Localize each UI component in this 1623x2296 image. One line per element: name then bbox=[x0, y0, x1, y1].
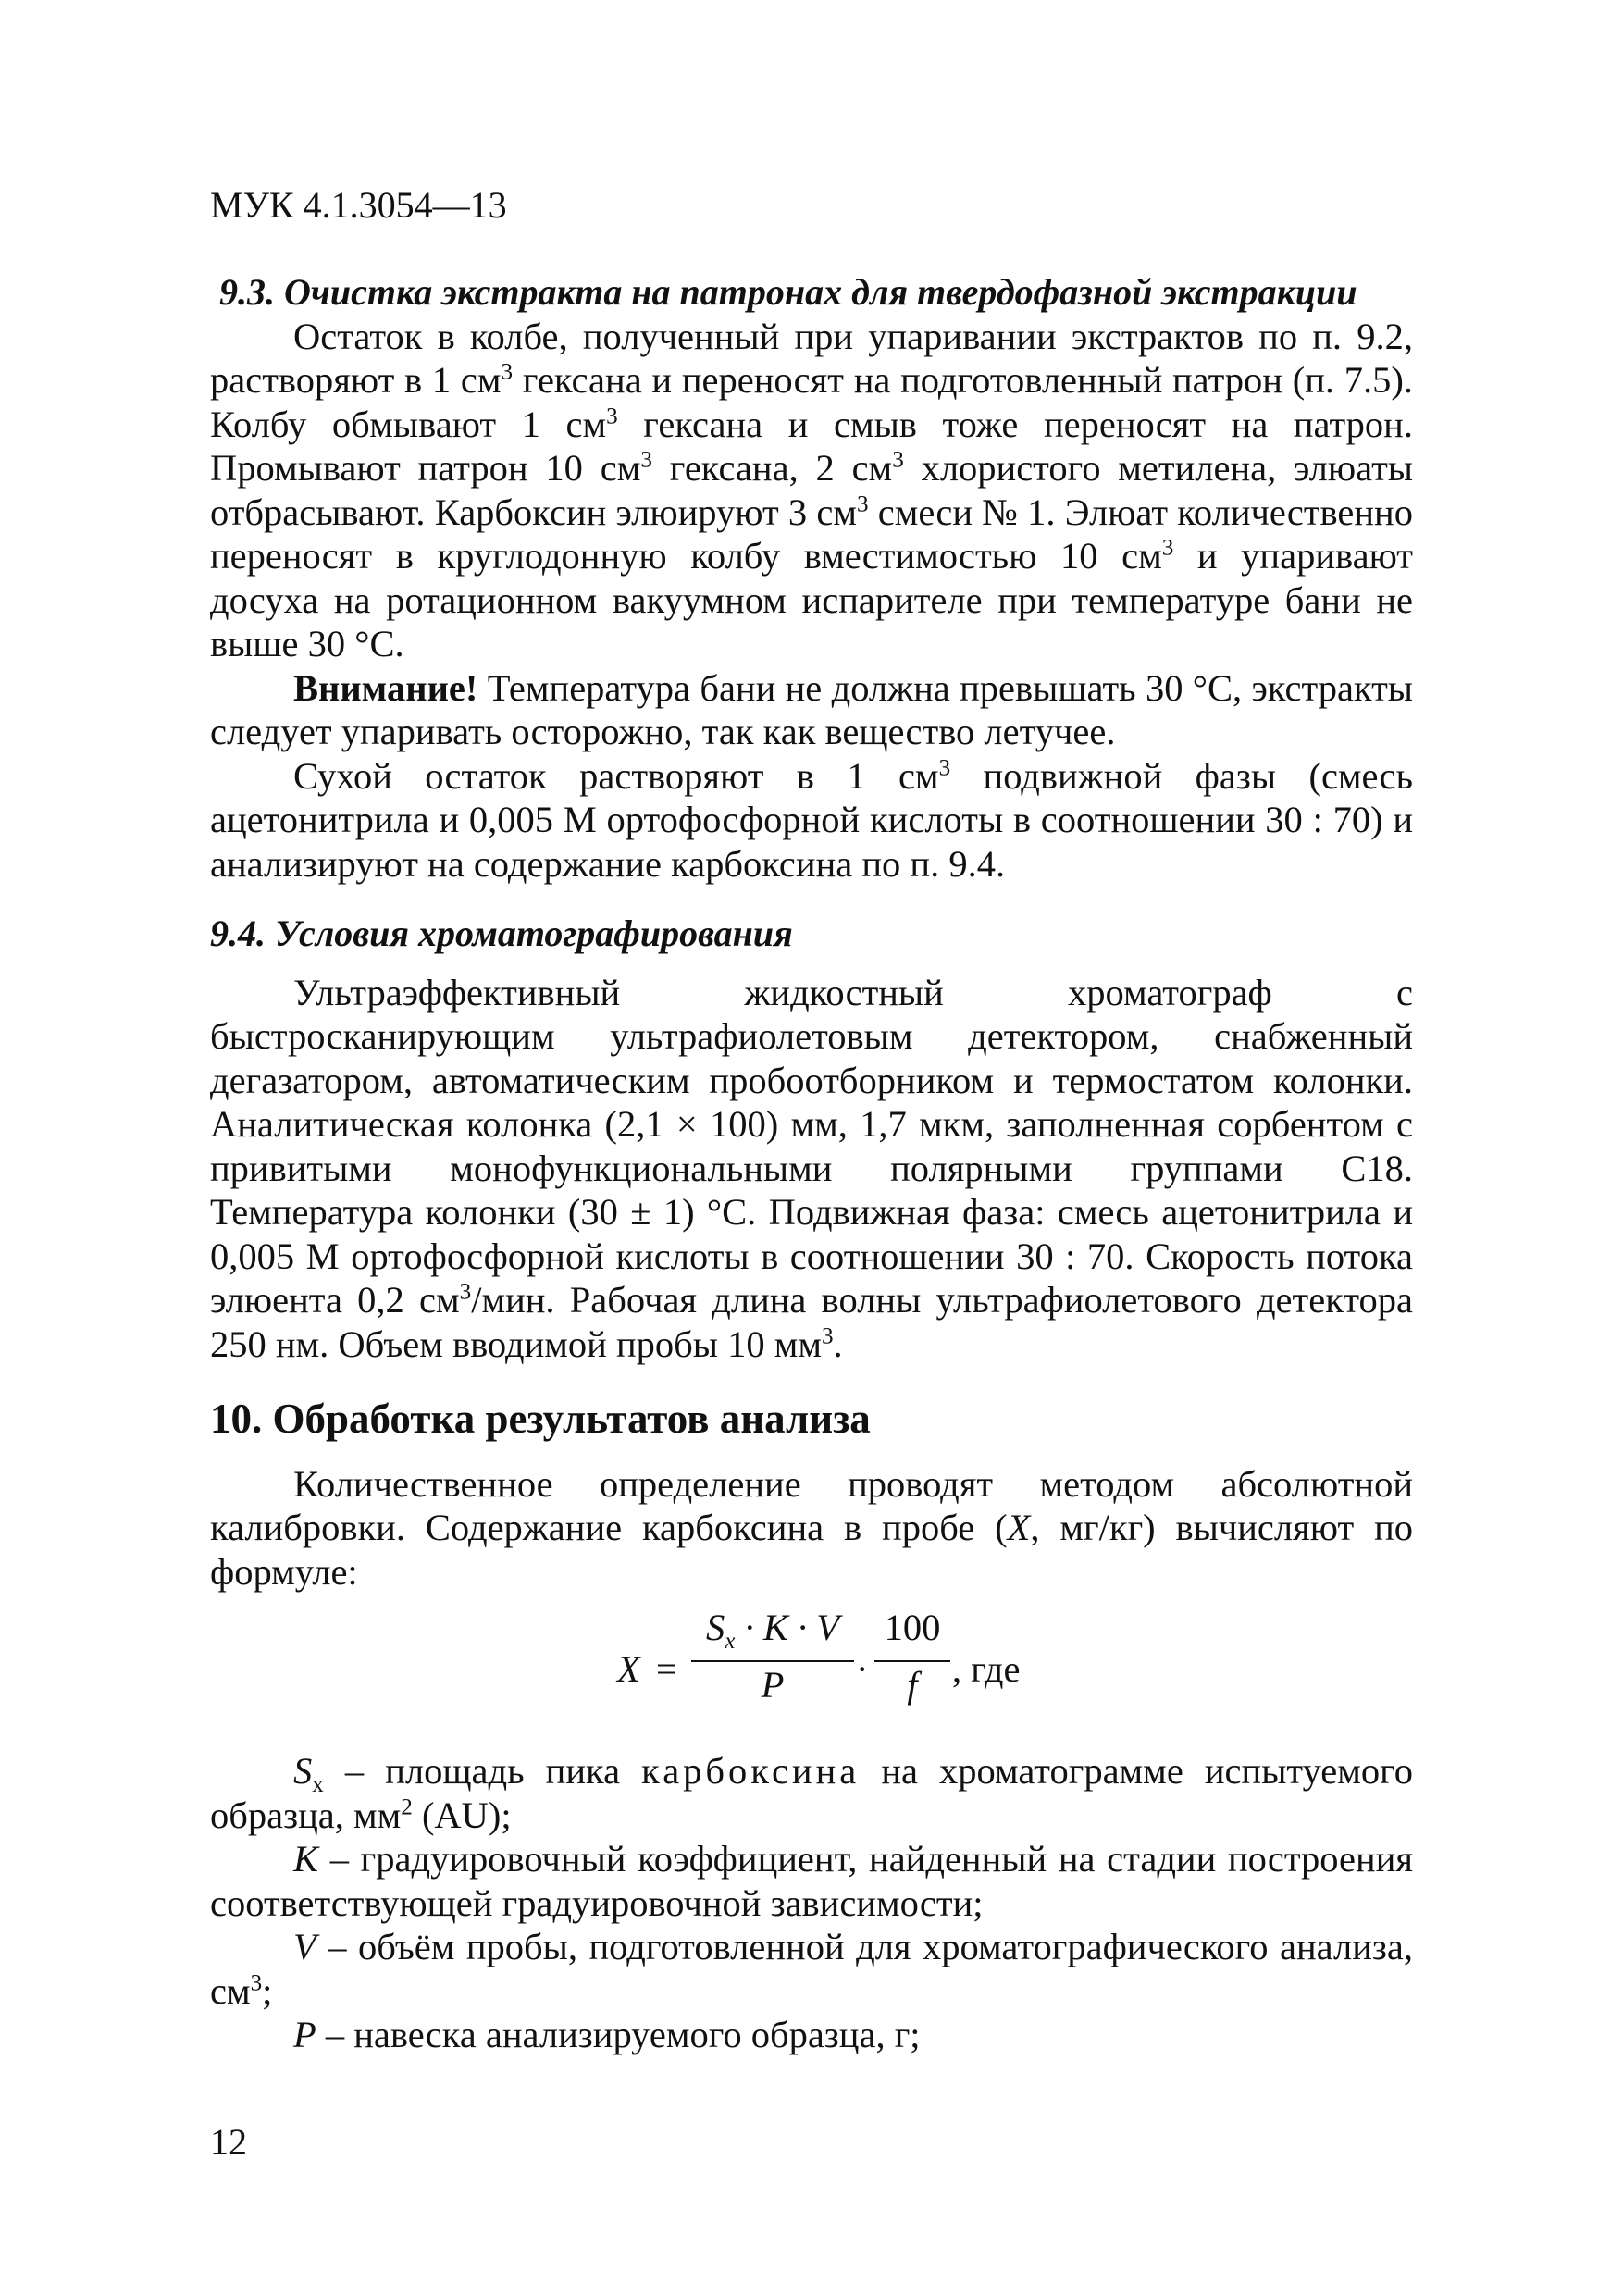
section-9-4-title: 9.4. Условия хроматографирования bbox=[210, 912, 793, 954]
formula-multiply-dot: · bbox=[856, 1648, 869, 1690]
definition-p: P – навеска анализируемого образца, г; bbox=[293, 2014, 921, 2055]
page-content bbox=[210, 270, 1413, 2057]
formula-fraction-main: $S_x \cdot K \cdot V$ P bbox=[691, 1605, 854, 1708]
section-9-3-title: 9.3. Очистка экстракта на патронах для твердофазной экстракции bbox=[219, 271, 1357, 313]
page-number: 12 bbox=[210, 2121, 247, 2163]
definition-v: V – объём пробы, подготовленной для хроматографического анализа, $см^3$; bbox=[210, 1926, 1413, 2012]
formula-lhs: X bbox=[617, 1648, 640, 1690]
section-9-3-warning: Внимание! Температура бани не должна превышать 30 °С, экстракты следует упаривать осторожно, так как вещество летучее. bbox=[210, 666, 1413, 752]
document-header: МУК 4.1.3054—13 bbox=[210, 184, 507, 226]
definition-sx: $S_x$ – площадь пика карбоксина на хроматограмме испытуемого образца, $мм^2$ (AU); bbox=[210, 1750, 1413, 1836]
section-10-title: 10. Обработка результатов анализа bbox=[210, 1396, 871, 1442]
formula-block bbox=[210, 1605, 1413, 1734]
section-9-3-paragraph-3: Сухой остаток растворяют в 1 $см^3$ подвижной фазы (смесь ацетонитрила и 0,005 М ортофосфорной кислоты в соотношении 30 : 70) и анализируют на содержание карбоксина по п. 9.4. bbox=[210, 754, 1413, 885]
section-9-3-paragraph-1: Остаток в колбе, полученный при упаривании экстрактов по п. 9.2, растворяют в 1 $см^3$ гексана и переносят на подготовленный патрон (п. 7.5). Колбу обмывают 1 $см^3$ гексана и смыв тоже переносят на патрон. Промывают патрон 10 $см^3$ гексана, 2 $см^3$ хлористого метилена, элюаты отбрасывают. Карбоксин элюируют 3 $см^3$ смеси № 1. Элюат количественно переносят в круглодонную колбу вместимостью 10 $см^3$ и упаривают досуха на ротационном вакуумном испарителе при температуре бани не выше 30 °С. bbox=[210, 315, 1413, 664]
section-10-intro: Количественное определение проводят методом абсолютной калибровки. Содержание карбоксина в пробе (X, мг/кг) вычисляют по формуле: bbox=[210, 1462, 1413, 1593]
definition-k: K – градуировочный коэффициент, найденный на стадии построения соответствующей градуировочной зависимости; bbox=[210, 1838, 1413, 1924]
formula-tail: , где bbox=[952, 1648, 1021, 1690]
section-9-4-paragraph: Ультраэффективный жидкостный хроматограф с быстросканирующим ультрафиолетовым детектором, снабженный дегазатором, автоматическим пробоотборником и термостатом колонки. Аналитическая колонка (2,1 × 100) мм, 1,7 мкм, заполненная сорбентом с привитыми монофункциональными полярными группами С18. Температура колонки (30 ± 1) °С. Подвижная фаза: смесь ацетонитрила и 0,005 М ортофосфорной кислоты в соотношении 30 : 70. Скорость потока элюента 0,2 $см^3$/мин. Рабочая длина волны ультрафиолетового детектора 250 нм. Объем вводимой пробы 10 $мм^3$. bbox=[210, 971, 1413, 1365]
warning-label: Внимание! bbox=[293, 666, 478, 709]
formula-fraction-factor: 100 f bbox=[874, 1605, 950, 1708]
formula-equals: = bbox=[656, 1648, 677, 1690]
